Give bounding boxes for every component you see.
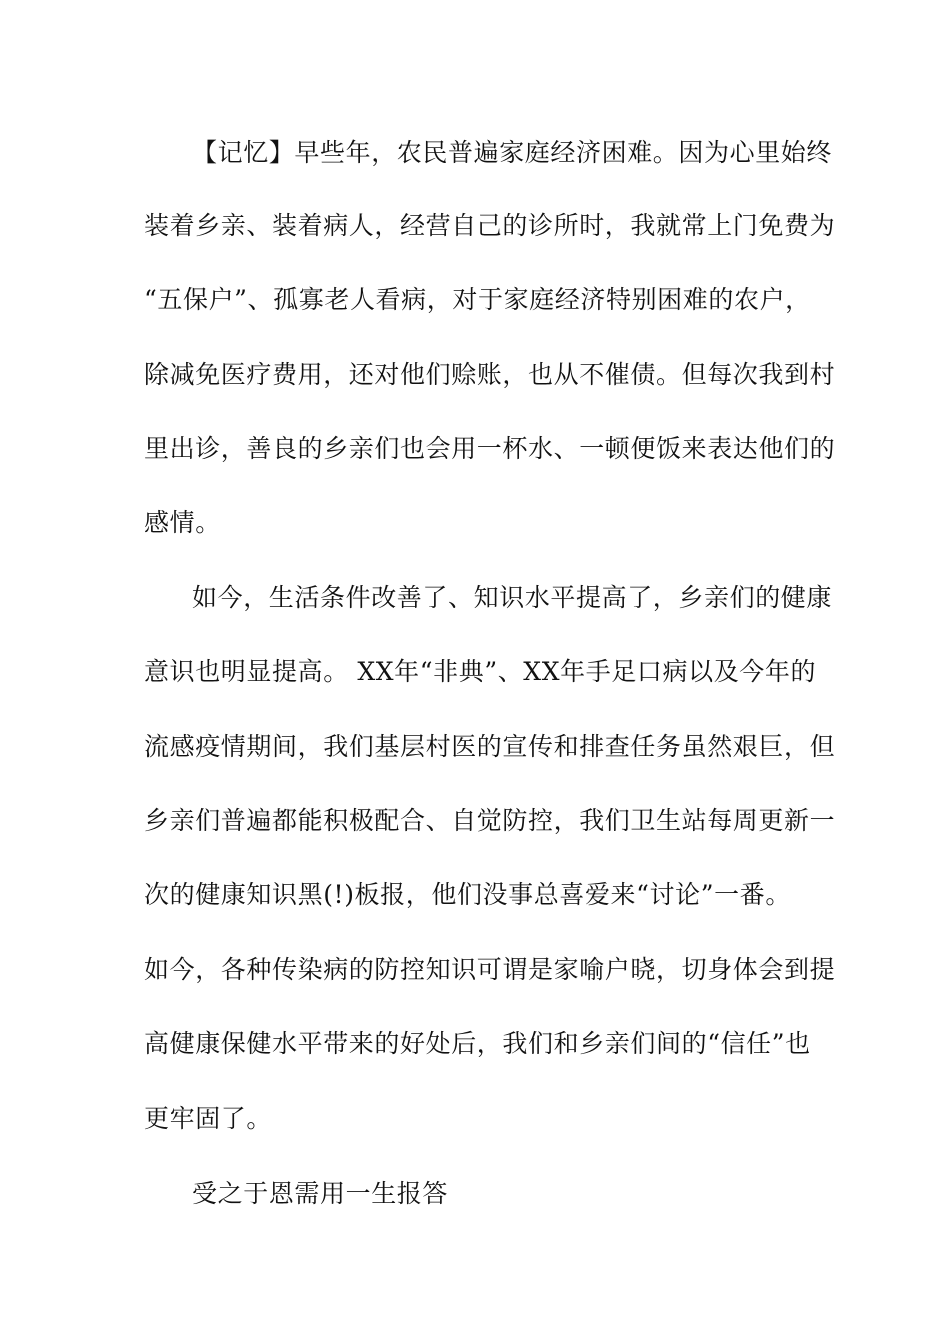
paragraph-1-line-4: 除减免医疗费用，还对他们赊账，也从不催债。但每次我到村 (144, 360, 836, 389)
paragraph-1-line-2: 装着乡亲、装着病人，经营自己的诊所时，我就常上门免费为 (144, 211, 836, 240)
paragraph-1-line-3: “五保户”、孤寡老人看病，对于家庭经济特别困难的农户， (144, 285, 811, 314)
paragraph-1-line-5: 里出诊，善良的乡亲们也会用一杯水、一顿便饭来表达他们的 (144, 434, 836, 463)
paragraph-1-line-1: 【记忆】早些年，农民普遍家庭经济困难。因为心里始终 (192, 138, 833, 167)
paragraph-2-line-4: 乡亲们普遍都能积极配合、自觉防控，我们卫生站每周更新一 (144, 806, 836, 835)
paragraph-2-line-6: 如今，各种传染病的防控知识可谓是家喻户晓，切身体会到提 (144, 955, 836, 984)
paragraph-2-line-3: 流感疫情期间，我们基层村医的宣传和排查任务虽然艰巨，但 (144, 732, 836, 761)
paragraph-1-line-6: 感情。 (144, 508, 221, 537)
paragraph-2-line-1: 如今，生活条件改善了、知识水平提高了，乡亲们的健康 (192, 583, 833, 612)
paragraph-2-line-2: 意识也明显提高。 XX年“非典”、XX年手足口病以及今年的 (144, 657, 817, 686)
paragraph-2-line-7: 高健康保健水平带来的好处后，我们和乡亲们间的“信任”也 (144, 1029, 811, 1058)
paragraph-3-line-1: 受之于恩需用一生报答 (192, 1179, 449, 1208)
paragraph-2-line-5: 次的健康知识黑(!)板报，他们没事总喜爱来“讨论”一番。 (144, 880, 791, 909)
paragraph-2-line-8: 更牢固了。 (144, 1104, 273, 1133)
